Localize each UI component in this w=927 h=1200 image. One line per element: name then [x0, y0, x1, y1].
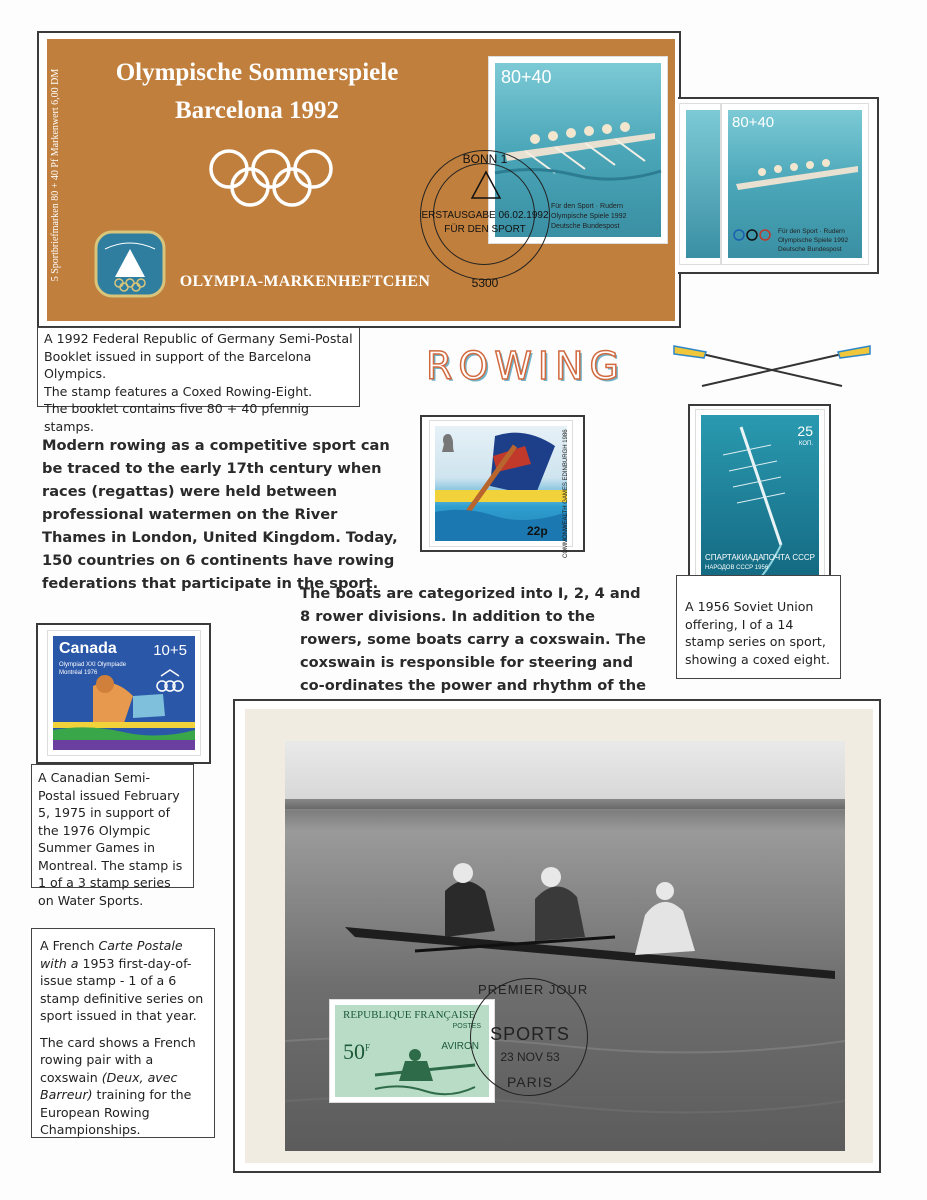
bonn-postmark-city: BONN 1 [462, 152, 508, 166]
soviet-stamp-country: ПОЧТА СССР [763, 553, 815, 562]
french-caption-part2 [40, 1034, 206, 1139]
french-caption-part1-pre: A French [40, 938, 99, 953]
pane-rings-icon [732, 228, 772, 244]
french-stamp-country: REPUBLIQUE FRANÇAISE [343, 1009, 476, 1021]
french-stamp-unit: F [365, 1042, 371, 1053]
soviet-stamp-year: НАРОДОВ СССР 1956 [705, 565, 769, 571]
booklet-stamp-caption-2: Olympische Spiele 1992 [551, 213, 627, 220]
french-caption-part2-post: training for the European Rowing Championships. [40, 1087, 192, 1137]
divisions-paragraph: The boats are categorized into I, 2, 4 and 8 rower divisions. In addition to the rowers, some boats carry a coxswain. The coxswain is responsible for steering and co-ordinates the power and rhythm of the [300, 585, 646, 694]
soviet-caption: A 1956 Soviet Union offering, I of a 14 stamp series on sport, showing a coxed eight. [676, 575, 841, 679]
pane-stamp-caption-1: Für den Sport · Rudern [778, 228, 845, 235]
french-stamp-postes: POSTES [452, 1023, 481, 1030]
page-heading: ROWING [426, 344, 625, 388]
soviet-stamp [696, 410, 824, 582]
french-caption-part1 [40, 937, 206, 1025]
canada-stamp-line2: Montréal 1976 [59, 670, 98, 676]
pane-stamp-partial [680, 104, 720, 264]
bonn-postmark-line2: FÜR DEN SPORT [444, 224, 526, 235]
french-stamp-value [343, 1039, 370, 1065]
booklet-title-line2: Barcelona 1992 [174, 97, 340, 124]
paris-postmark-date: 23 NOV 53 [500, 1050, 560, 1064]
pane-stamp-value: 80+40 [732, 114, 775, 131]
postmark-triangle-icon [470, 170, 502, 200]
canada-stamp [48, 631, 200, 755]
booklet-caption [37, 327, 360, 434]
bonn-postmark-line1: ERSTAUSGABE 06.02.1992 [421, 210, 549, 221]
paris-postmark-middle: SPORTS [490, 1024, 570, 1044]
pane-stamp-caption-2: Olympische Spiele 1992 [778, 237, 849, 244]
booklet-stamp-caption-3: Deutsche Bundespost [551, 223, 620, 230]
french-caption [31, 928, 215, 1138]
canada-stamp-country: Canada [59, 640, 117, 657]
canada-stamp-line1: Olympiad XXI Olympiade [59, 662, 127, 668]
french-stamp [330, 1000, 494, 1102]
booklet-cover [47, 39, 675, 321]
booklet-caption-line: The stamp features a Coxed Rowing-Eight. [44, 383, 313, 399]
booklet-caption-line: The booklet contains five 80 + 40 pfennig stamps. [44, 401, 310, 434]
french-caption-part1-post: 1953 first-day-of-issue stamp - 1 of a 6 stamp definitive series on sport issued in that year. [40, 955, 204, 1023]
booklet-footer: OLYMPIA-MARKENHEFTCHEN [179, 273, 431, 290]
booklet-caption-line: Booklet issued in support of the Barcelona Olympics. [44, 348, 312, 381]
booklet-title-line1: Olympische Sommerspiele [115, 59, 399, 86]
paris-postmark-top: PREMIER JOUR [478, 982, 589, 997]
uk-stamp-side-text: COMMONWEALTH GAMES EDINBURGH 1986 [563, 429, 569, 558]
french-caption-part1-italic: Carte Postale with a [40, 938, 183, 971]
french-caption-part2-italic: (Deux, avec Barreur) [40, 1069, 178, 1102]
pane-stamp [722, 104, 868, 264]
canada-rower-icon [53, 636, 195, 750]
french-stamp-value-number: 50 [343, 1039, 365, 1064]
booklet-stamp-value: 80+40 [501, 67, 552, 87]
pane-rowing-icon [728, 140, 862, 210]
soviet-stamp-name: СПАРТАКИАДА [705, 553, 764, 562]
soviet-stamp-unit: КОП. [798, 441, 813, 447]
french-rower-icon [375, 1045, 475, 1097]
sporthilfe-emblem-icon [93, 229, 167, 299]
soviet-stamp-value: 25 [797, 423, 813, 439]
french-caption-part2-pre: The card shows a French rowing pair with a coxswain [40, 1034, 196, 1085]
intro-paragraph: Modern rowing as a competitive sport can be traced to the early 17th century when races (regattas) were held between professional watermen on the River Thames in London, United Kingdom. Today, 150 countries on 6 continents have rowing federations that participate in the sport. [42, 437, 398, 592]
uk-stamp [430, 421, 572, 558]
canada-caption: A Canadian Semi-Postal issued February 5, 1975 in support of the 1976 Olympic Summer Games in Montreal. The stamp is 1 of a 3 stamp series on Water Sports. [31, 764, 194, 888]
olympic-rings-icon [207, 147, 335, 209]
pane-stamp-caption-3: Deutsche Bundespost [778, 246, 842, 253]
booklet-caption-line: A 1992 Federal Republic of Germany Semi-Postal [44, 331, 353, 346]
booklet-stamp-caption-1: Für den Sport · Rudern [551, 203, 623, 210]
canada-stamp-value: 10+5 [153, 642, 187, 659]
french-stamp-label: AVIRON [441, 1041, 479, 1052]
booklet-side-text: 5 Sportbriefmarken 80 + 40 Pf Markenwert 6,00 DM [50, 68, 61, 282]
crossed-oars-icon [672, 338, 872, 394]
bonn-postmark-zip: 5300 [471, 276, 499, 290]
paris-postmark-city: PARIS [507, 1074, 553, 1090]
uk-stamp-value: 22p [527, 524, 548, 538]
